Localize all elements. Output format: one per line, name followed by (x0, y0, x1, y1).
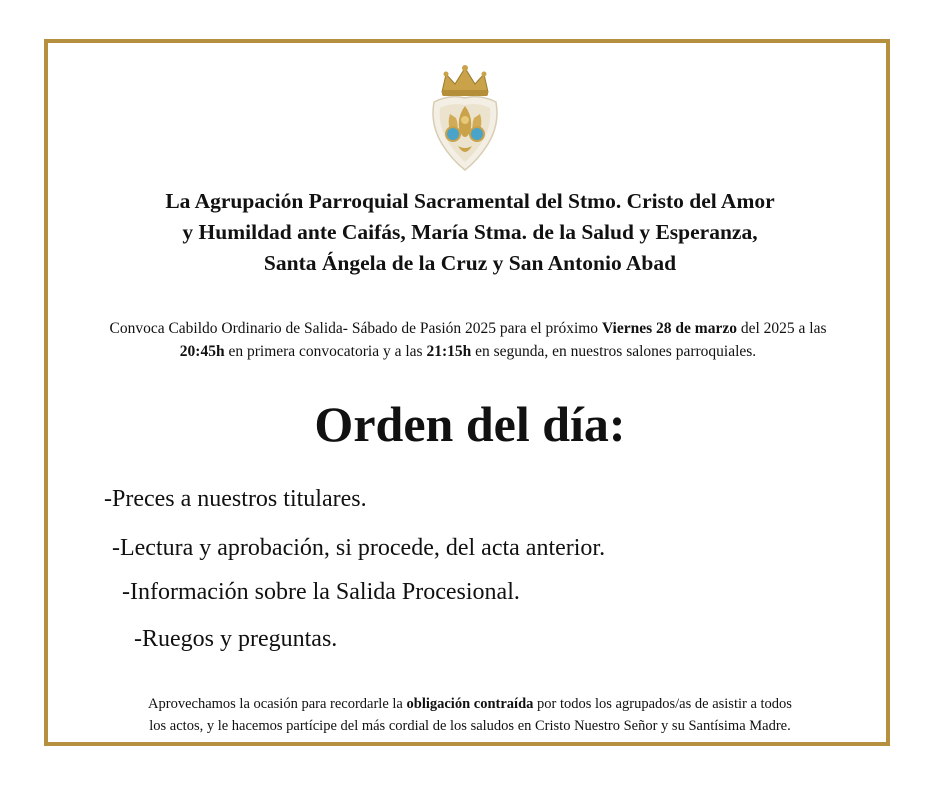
closing-line-1 (70, 693, 870, 715)
convocatoria-text-3: en primera convocatoria y a las (224, 343, 427, 360)
closing-text-1: Aprovechamos la ocasión para recordarle la (148, 696, 407, 712)
first-call-time: 20:45h (179, 343, 225, 360)
convocatoria-text-2: del 2025 a las (736, 320, 827, 337)
convocatoria-text-1: Convoca Cabildo Ordinario de Salida- Sábado de Pasión 2025 para el próximo (109, 320, 602, 337)
agenda-item-3: -Información sobre la Salida Procesional. (122, 579, 520, 605)
heading-line-3: Santa Ángela de la Cruz y San Antonio Abad (263, 251, 677, 275)
closing-obligation: obligación contraída (406, 696, 534, 712)
agenda-item-4: -Ruegos y preguntas. (134, 626, 338, 652)
convocatoria-line-2 (48, 340, 888, 363)
heading-line-1: La Agrupación Parroquial Sacramental del Stmo. Cristo del Amor (165, 189, 775, 213)
second-call-time: 21:15h (426, 343, 472, 360)
heading-line-2: y Humildad ante Caifás, María Stma. de la Salud y Esperanza, (182, 220, 758, 244)
convocatoria-paragraph (48, 317, 888, 363)
closing-line-2: los actos, y le hacemos partícipe del más cordial de los saludos en Cristo Nuestro Señor y su Santísima Madre. (149, 718, 791, 734)
brotherhood-name-heading (60, 186, 880, 279)
orden-del-dia-title: Orden del día: (314, 396, 626, 452)
agenda-item-2: -Lectura y aprobación, si procede, del acta anterior. (112, 535, 606, 561)
agenda-item-1: -Preces a nuestros titulares. (104, 486, 367, 512)
closing-paragraph (70, 693, 870, 737)
convocatoria-text-4: en segunda, en nuestros salones parroquiales. (471, 343, 757, 360)
brotherhood-crest-icon (420, 62, 510, 174)
convocatoria-line-1 (48, 317, 888, 340)
convocatoria-date: Viernes 28 de marzo (601, 320, 737, 337)
closing-text-2: por todos los agrupados/as de asistir a todos (533, 696, 792, 712)
